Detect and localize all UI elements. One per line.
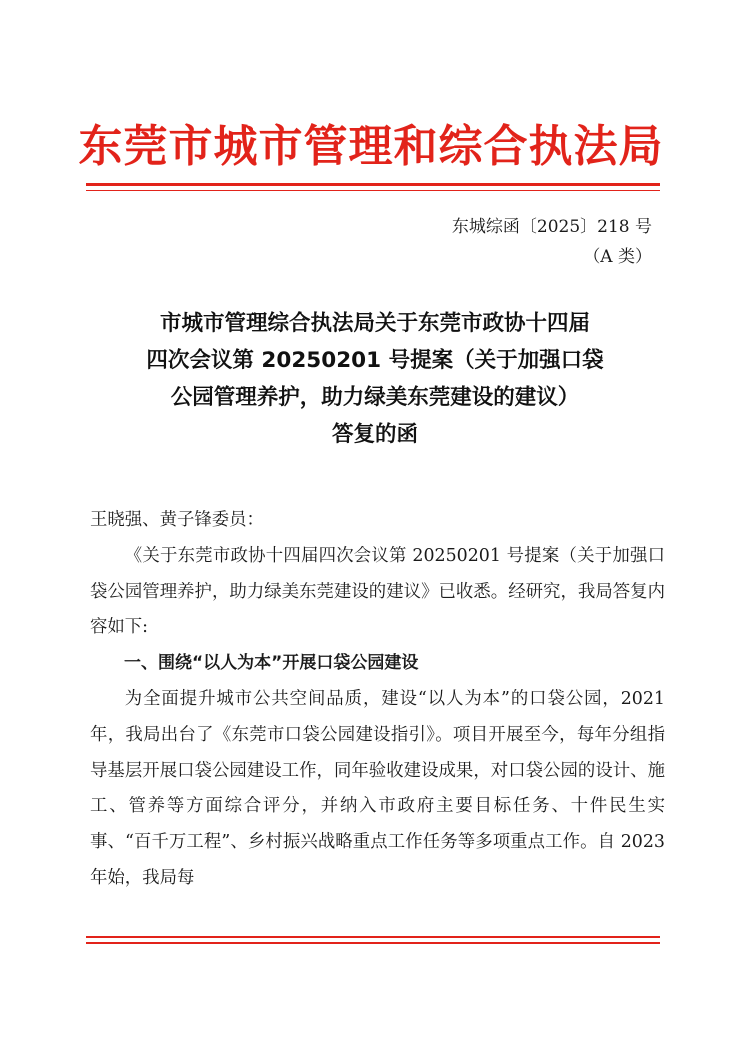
letterhead-red-rule-thin xyxy=(86,190,660,191)
letterhead-red-rule-thick xyxy=(86,183,660,186)
document-body xyxy=(90,503,665,897)
document-title-line: 公园管理养护，助力绿美东莞建设的建议） xyxy=(170,385,580,410)
letterhead-agency-name: 东莞市城市管理和综合执法局 xyxy=(78,121,664,172)
document-number: 东城综函〔2025〕218 号 xyxy=(451,217,652,237)
salutation: 王晓强、黄子锋委员： xyxy=(90,510,264,530)
document-title-line: 四次会议第 20250201 号提案（关于加强口袋 xyxy=(146,348,604,373)
intro-paragraph: 《关于东莞市政协十四届四次会议第 20250201 号提案（关于加强口袋公园管理养护，助力绿美东莞建设的建议》已收悉。经研究，我局答复内容如下: xyxy=(90,545,665,638)
section-paragraph: 为全面提升城市公共空间品质，建设“以人为本”的口袋公园，2021 年，我局出台了《东莞市口袋公园建设指引》。项目开展至今，每年分组指导基层开展口袋公园建设工作，同年验收建设成果，对口袋公园的设计、施工、管养等方面综合评分，并纳入市政府主要目标任务、十件民生实事、“百千万工程”、乡村振兴战略重点工作任务等多项重点工作。自 2023 年始，我局每 xyxy=(90,688,665,888)
document-classification: （A 类） xyxy=(583,247,652,267)
document-title xyxy=(90,305,660,453)
document-title-line: 市城市管理综合执法局关于东莞市政协十四届 xyxy=(159,311,590,336)
section-heading: 一、围绕“以人为本”开展口袋公园建设 xyxy=(124,653,419,674)
footer-red-rule-thick xyxy=(86,936,660,938)
footer-red-rule-thin xyxy=(86,942,660,944)
document-title-line: 答复的函 xyxy=(331,422,418,447)
